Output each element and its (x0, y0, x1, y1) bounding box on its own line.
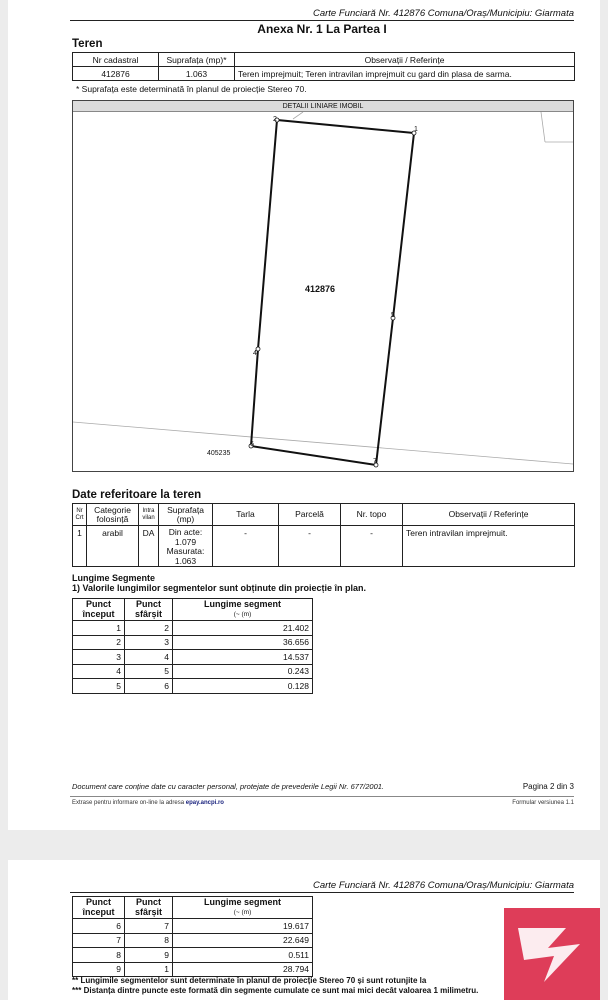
vertex-label: 7 (373, 458, 377, 465)
cell-parcela: - (279, 526, 341, 567)
segment-end: 1 (125, 962, 173, 977)
cell-nr-cadastral: 412876 (73, 67, 159, 81)
table-row (73, 679, 313, 694)
header-categorie: Categorie folosință (87, 504, 139, 526)
neighbor-boundary-line (541, 112, 545, 142)
header-lungime-unit: (~ (m) (233, 908, 252, 916)
vertex-label: 6 (250, 441, 254, 448)
section-ref-title: Date referitoare la teren (72, 489, 202, 501)
footer-version: Formular versiunea 1.1 (512, 800, 574, 806)
segment-length: 0.243 (173, 664, 313, 679)
segment-end: 7 (125, 919, 173, 934)
header-observatii: Observații / Referințe (403, 504, 575, 526)
cell-observatii: Teren imprejmuit; Teren intravilan imprejmuit cu gard din plasa de sarma. (235, 67, 575, 81)
header-lungime-unit: (~ (m) (233, 610, 252, 618)
header-suprafata: Suprafața (mp)* (159, 53, 235, 67)
segment-start: 7 (73, 933, 125, 948)
footer-link[interactable]: epay.ancpi.ro (185, 800, 224, 806)
table-row (73, 621, 313, 636)
detalii-liniare-panel (72, 100, 574, 472)
segment-table-page1 (72, 598, 313, 694)
cell-categorie: arabil (87, 526, 139, 567)
table-row (73, 650, 313, 665)
header-punct-inceput: Punct început (73, 897, 125, 919)
header-nr-topo: Nr. topo (341, 504, 403, 526)
segment-length: 0.511 (173, 948, 313, 963)
footer-extract (72, 800, 224, 806)
segment-length: 0.128 (173, 679, 313, 694)
segment-end: 6 (125, 679, 173, 694)
header-rule (70, 892, 574, 893)
segment-end: 3 (125, 635, 173, 650)
segment-end: 5 (125, 664, 173, 679)
segment-end: 9 (125, 948, 173, 963)
section-teren-title: Teren (72, 38, 103, 50)
cell-suprafata (159, 526, 213, 567)
header-intravilan: Intra vilan (139, 504, 159, 526)
suprafata-masurata-label: Masurata: (166, 546, 205, 556)
table-row (73, 948, 313, 963)
header-observatii: Observații / Referințe (235, 53, 575, 67)
cell-suprafata: 1.063 (159, 67, 235, 81)
red-bird-logo-icon (504, 908, 600, 1000)
teren-ref-table (72, 503, 575, 567)
cell-tarla: - (213, 526, 279, 567)
table-row (73, 664, 313, 679)
segment-end: 4 (125, 650, 173, 665)
header-punct-inceput: Punct început (73, 599, 125, 621)
table-header-row (73, 599, 313, 621)
suprafata-acte-value: 1.079 (174, 536, 197, 547)
header-punct-sfarsit: Punct sfârșit (125, 897, 173, 919)
cell-nr: 1 (73, 526, 87, 567)
table-row (73, 67, 575, 81)
header-tarla: Tarla (213, 504, 279, 526)
segment-length: 28.794 (173, 962, 313, 977)
footer-extract-text: Extrase pentru informare on-line la adresa (72, 800, 185, 806)
segment-heading: Lungime Segmente (72, 573, 156, 583)
table-header-row (73, 897, 313, 919)
cell-intravilan: DA (139, 526, 159, 567)
document-page-2 (8, 860, 600, 1000)
footer-page-number: Pagina 2 din 3 (522, 782, 574, 791)
detalii-title: DETALII LINIARE IMOBIL (73, 101, 573, 112)
table-header-row (73, 53, 575, 67)
header-carte-funciara: Carte Funciară Nr. 412876 Comuna/Oraș/Municipiu: Giarmata (312, 880, 574, 891)
segment-start: 8 (73, 948, 125, 963)
segment-start: 2 (73, 635, 125, 650)
segment-end: 8 (125, 933, 173, 948)
table-row (73, 526, 575, 567)
vertex-label: 5 (391, 312, 395, 319)
header-lungime-segment (173, 599, 313, 621)
segment-start: 6 (73, 919, 125, 934)
segment-start: 1 (73, 621, 125, 636)
segment-start: 5 (73, 679, 125, 694)
header-carte-funciara: Carte Funciară Nr. 412876 Comuna/Oraș/Municipiu: Giarmata (312, 8, 574, 19)
parcel-plot (73, 112, 573, 472)
suprafata-acte-label: Din acte: (168, 527, 203, 537)
footnote-distance: *** Distanța dintre puncte este formată din segmente cumulate ce sunt mai mici decât valoarea 1 milimetru. (72, 986, 479, 995)
table-header-row (73, 504, 575, 526)
annex-title: Anexa Nr. 1 La Partea I (257, 22, 387, 36)
header-parcela: Parcelă (279, 504, 341, 526)
segment-end: 2 (125, 621, 173, 636)
teren-note: * Suprafața este determinată în planul de proiecție Stereo 70. (76, 84, 307, 94)
footer-rule (70, 796, 574, 797)
document-page-1 (8, 0, 600, 830)
segment-start: 9 (73, 962, 125, 977)
header-lungime-segment (173, 897, 313, 919)
footer-legal-note: Document care conține date cu caracter personal, protejate de prevederile Legii Nr. 677/2001. (72, 782, 384, 791)
segment-subheading: 1) Valorile lungimilor segmentelor sunt obținute din proiecție în plan. (72, 583, 367, 593)
vertex-label: 4 (253, 350, 257, 357)
segment-length: 14.537 (173, 650, 313, 665)
header-lungime-label: Lungime segment (203, 599, 281, 609)
neighbor-boundary-line (293, 112, 303, 119)
header-nr-crt: Nr Crt (73, 504, 87, 526)
segment-length: 22.649 (173, 933, 313, 948)
vertex-label: 1 (414, 126, 418, 133)
teren-table (72, 52, 575, 81)
segment-length: 21.402 (173, 621, 313, 636)
header-rule (70, 20, 574, 21)
parcel-number-label: 412876 (305, 284, 336, 294)
footnote-rounding: ** Lungimile segmentelor sunt determinate în planul de proiecție Stereo 70 și sunt rotunjite la (72, 976, 427, 985)
neighbor-parcel-label: 405235 (207, 450, 231, 457)
header-nr-cadastral: Nr cadastral (73, 53, 159, 67)
header-punct-sfarsit: Punct sfârșit (125, 599, 173, 621)
cell-nr-topo: - (341, 526, 403, 567)
table-row (73, 919, 313, 934)
segment-start: 4 (73, 664, 125, 679)
segment-table-page2 (72, 896, 313, 977)
table-row (73, 933, 313, 948)
segment-length: 19.617 (173, 919, 313, 934)
cell-observatii: Teren intravilan imprejmuit. (403, 526, 575, 567)
table-row (73, 635, 313, 650)
segment-length: 36.656 (173, 635, 313, 650)
header-suprafata: Suprafața (mp) (159, 504, 213, 526)
header-lungime-label: Lungime segment (203, 897, 281, 907)
table-row (73, 962, 313, 977)
segment-start: 3 (73, 650, 125, 665)
vertex-label: 2 (273, 116, 277, 123)
suprafata-masurata-value: 1.063 (174, 555, 197, 566)
